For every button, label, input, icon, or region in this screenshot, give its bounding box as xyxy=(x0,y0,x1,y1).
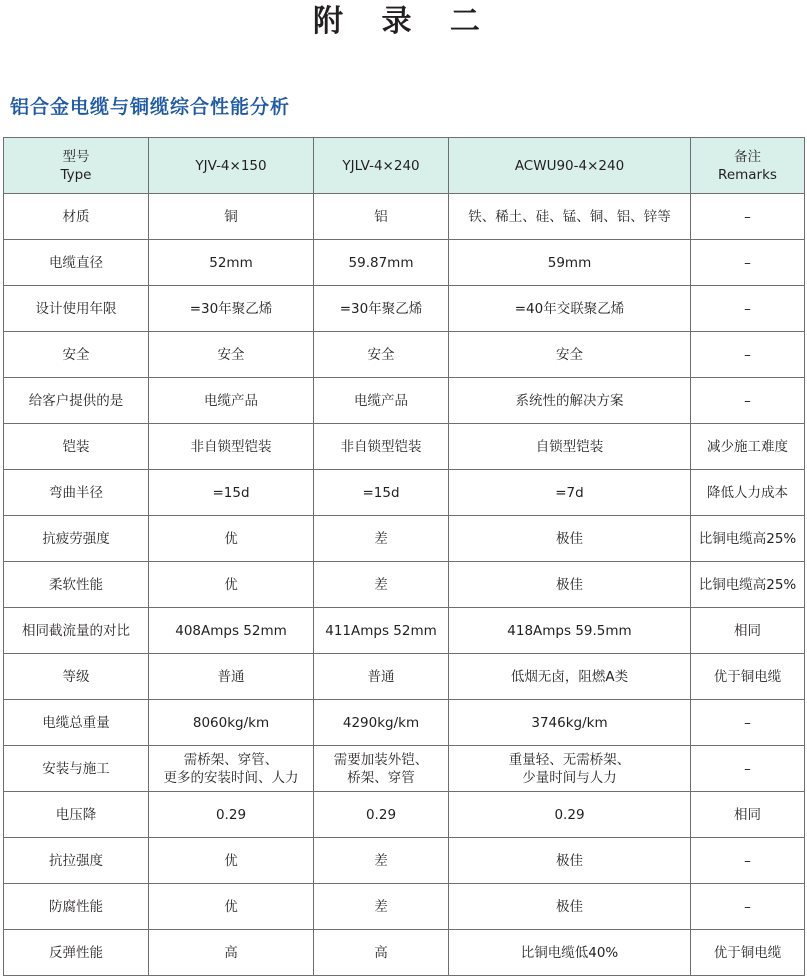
row-label: 相同截流量的对比 xyxy=(4,608,149,654)
header-type-en: Type xyxy=(60,166,92,183)
cell-col2 xyxy=(314,470,449,516)
cell-remark: 优于铜电缆 xyxy=(691,654,805,700)
row-label: 反弹性能 xyxy=(4,930,149,976)
header-remarks-cn: 备注 xyxy=(734,148,761,165)
row-label: 抗拉强度 xyxy=(4,838,149,884)
table-row xyxy=(4,424,805,470)
row-label: 等级 xyxy=(4,654,149,700)
row-label: 材质 xyxy=(4,194,149,240)
cell-col2 xyxy=(314,286,449,332)
table-row xyxy=(4,332,805,378)
cell-remark: 相同 xyxy=(691,792,805,838)
cell-remark: 相同 xyxy=(691,608,805,654)
cell-col2 xyxy=(314,792,449,838)
cell-text: 电缆产品 xyxy=(204,392,258,409)
cell-col3 xyxy=(449,654,691,700)
cell-col3 xyxy=(449,608,691,654)
cell-text: =30年聚乙烯 xyxy=(339,300,423,317)
row-label: 电压降 xyxy=(4,792,149,838)
cell-col2 xyxy=(314,240,449,286)
cell-text: 需桥架、穿管、 xyxy=(183,751,279,768)
cell-col3 xyxy=(449,746,691,792)
cell-text: 非自锁型铠装 xyxy=(190,438,272,455)
cell-col1 xyxy=(149,470,314,516)
row-label: 铠装 xyxy=(4,424,149,470)
cell-text: 优 xyxy=(224,576,238,593)
cell-col1 xyxy=(149,516,314,562)
cell-text: 差 xyxy=(374,898,388,915)
cell-remark: 比铜电缆高25% xyxy=(691,562,805,608)
cell-col2 xyxy=(314,332,449,378)
section-title: 铝合金电缆与铜缆综合性能分析 xyxy=(10,96,291,118)
cell-col1 xyxy=(149,884,314,930)
cell-text: 8060kg/km xyxy=(192,714,270,731)
table-row xyxy=(4,792,805,838)
cell-col1 xyxy=(149,654,314,700)
cell-text: 优 xyxy=(224,852,238,869)
cell-text: 差 xyxy=(374,852,388,869)
row-label: 电缆总重量 xyxy=(4,700,149,746)
cell-text: 59.87mm xyxy=(348,254,414,271)
cell-col1 xyxy=(149,792,314,838)
cell-text: 3746kg/km xyxy=(531,714,608,731)
cell-col3 xyxy=(449,286,691,332)
cell-remark: 优于铜电缆 xyxy=(691,930,805,976)
cell-col2 xyxy=(314,194,449,240)
cell-text: 非自锁型铠装 xyxy=(340,438,422,455)
table-row xyxy=(4,838,805,884)
table-body xyxy=(4,194,805,976)
cell-text: 自锁型铠装 xyxy=(535,438,604,455)
cell-col1 xyxy=(149,286,314,332)
cell-col1 xyxy=(149,930,314,976)
cell-text: 0.29 xyxy=(215,806,247,823)
cell-col2 xyxy=(314,378,449,424)
cell-col1 xyxy=(149,378,314,424)
table-row xyxy=(4,654,805,700)
table-header-row xyxy=(4,138,805,194)
header-type xyxy=(4,138,149,194)
cell-text: =15d xyxy=(212,484,250,501)
row-label: 设计使用年限 xyxy=(4,286,149,332)
cell-col3 xyxy=(449,378,691,424)
cell-col3 xyxy=(449,470,691,516)
cell-col2 xyxy=(314,838,449,884)
comparison-table xyxy=(3,137,805,976)
cell-col3 xyxy=(449,424,691,470)
cell-col1 xyxy=(149,424,314,470)
cell-text: 需要加装外铠、 xyxy=(333,751,429,768)
cell-col2 xyxy=(314,930,449,976)
cell-col3 xyxy=(449,562,691,608)
cell-remark: 比铜电缆高25% xyxy=(691,516,805,562)
row-label: 弯曲半径 xyxy=(4,470,149,516)
cell-remark: – xyxy=(691,378,805,424)
cell-remark: – xyxy=(691,332,805,378)
header-col3: ACWU90-4×240 xyxy=(449,138,691,194)
table-row xyxy=(4,884,805,930)
cell-text: 优 xyxy=(224,898,238,915)
table-row xyxy=(4,194,805,240)
cell-col3 xyxy=(449,838,691,884)
header-remarks xyxy=(691,138,805,194)
cell-col2 xyxy=(314,562,449,608)
cell-text: 差 xyxy=(374,576,388,593)
cell-text: 极佳 xyxy=(556,898,583,915)
cell-col1 xyxy=(149,700,314,746)
row-label: 抗疲劳强度 xyxy=(4,516,149,562)
cell-col2 xyxy=(314,700,449,746)
cell-col2 xyxy=(314,884,449,930)
cell-text: 极佳 xyxy=(556,852,583,869)
table-row xyxy=(4,470,805,516)
cell-col1 xyxy=(149,240,314,286)
cell-remark: – xyxy=(691,286,805,332)
row-label: 安全 xyxy=(4,332,149,378)
cell-text: 优 xyxy=(224,530,238,547)
row-label: 柔软性能 xyxy=(4,562,149,608)
cell-text: =15d xyxy=(362,484,400,501)
cell-text: 极佳 xyxy=(556,530,583,547)
cell-col3 xyxy=(449,194,691,240)
cell-text: 普通 xyxy=(367,668,395,685)
cell-remark: – xyxy=(691,746,805,792)
cell-remark: – xyxy=(691,884,805,930)
cell-col3 xyxy=(449,884,691,930)
cell-remark: – xyxy=(691,194,805,240)
table-row xyxy=(4,746,805,792)
cell-text: 安全 xyxy=(556,346,583,363)
cell-text: 系统性的解决方案 xyxy=(515,392,624,409)
cell-col2 xyxy=(314,516,449,562)
cell-col1 xyxy=(149,746,314,792)
cell-col2 xyxy=(314,424,449,470)
table-row xyxy=(4,562,805,608)
cell-text: 少量时间与人力 xyxy=(522,769,617,786)
cell-text: 铝 xyxy=(374,208,388,225)
cell-text: 桥架、穿管 xyxy=(347,769,415,786)
cell-text: 重量轻、无需桥架、 xyxy=(508,751,631,768)
cell-text: 安全 xyxy=(367,346,395,363)
cell-col2 xyxy=(314,654,449,700)
cell-remark: 降低人力成本 xyxy=(691,470,805,516)
cell-col3 xyxy=(449,240,691,286)
cell-text: 比铜电缆低40% xyxy=(520,944,619,961)
cell-text: 4290kg/km xyxy=(342,714,420,731)
cell-col3 xyxy=(449,930,691,976)
cell-text: 安全 xyxy=(217,346,245,363)
cell-text: 408Amps 52mm xyxy=(175,622,287,639)
cell-text: 高 xyxy=(224,944,238,961)
header-col1: YJV-4×150 xyxy=(149,138,314,194)
cell-remark: – xyxy=(691,240,805,286)
cell-col2 xyxy=(314,746,449,792)
cell-text: =30年聚乙烯 xyxy=(189,300,273,317)
cell-text: 59mm xyxy=(547,254,592,271)
cell-text: 差 xyxy=(374,530,388,547)
header-remarks-en: Remarks xyxy=(718,166,777,183)
cell-text: 高 xyxy=(374,944,388,961)
table-row xyxy=(4,608,805,654)
row-label: 防腐性能 xyxy=(4,884,149,930)
cell-col1 xyxy=(149,562,314,608)
cell-text: 铁、稀土、硅、锰、铜、铝、锌等 xyxy=(468,208,671,225)
cell-text: 电缆产品 xyxy=(354,392,408,409)
table-row xyxy=(4,240,805,286)
cell-col1 xyxy=(149,838,314,884)
cell-col2 xyxy=(314,608,449,654)
cell-col3 xyxy=(449,792,691,838)
cell-text: 418Amps 59.5mm xyxy=(507,622,632,639)
cell-text: 极佳 xyxy=(556,576,583,593)
table-row xyxy=(4,700,805,746)
cell-text: 0.29 xyxy=(554,806,585,823)
page-title: 附 录 二 xyxy=(313,4,494,39)
cell-text: =7d xyxy=(555,484,584,501)
row-label: 电缆直径 xyxy=(4,240,149,286)
cell-text: 411Amps 52mm xyxy=(325,622,437,639)
cell-col3 xyxy=(449,332,691,378)
cell-text: 52mm xyxy=(209,254,253,271)
cell-remark: 减少施工难度 xyxy=(691,424,805,470)
cell-remark: – xyxy=(691,700,805,746)
table-row xyxy=(4,378,805,424)
cell-text: 更多的安装时间、人力 xyxy=(163,769,299,786)
cell-text: 普通 xyxy=(217,668,245,685)
cell-col1 xyxy=(149,608,314,654)
cell-text: 低烟无卤，阻燃A类 xyxy=(510,668,629,685)
cell-text: 0.29 xyxy=(365,806,397,823)
table-row xyxy=(4,516,805,562)
row-label: 安装与施工 xyxy=(4,746,149,792)
cell-col1 xyxy=(149,194,314,240)
header-type-cn: 型号 xyxy=(62,148,90,165)
table-row xyxy=(4,930,805,976)
cell-remark: – xyxy=(691,838,805,884)
cell-text: 铜 xyxy=(224,208,238,225)
header-col2: YJLV-4×240 xyxy=(314,138,449,194)
row-label: 给客户提供的是 xyxy=(4,378,149,424)
cell-text: =40年交联聚乙烯 xyxy=(514,300,625,317)
cell-col3 xyxy=(449,700,691,746)
table-row xyxy=(4,286,805,332)
cell-col1 xyxy=(149,332,314,378)
cell-col3 xyxy=(449,516,691,562)
